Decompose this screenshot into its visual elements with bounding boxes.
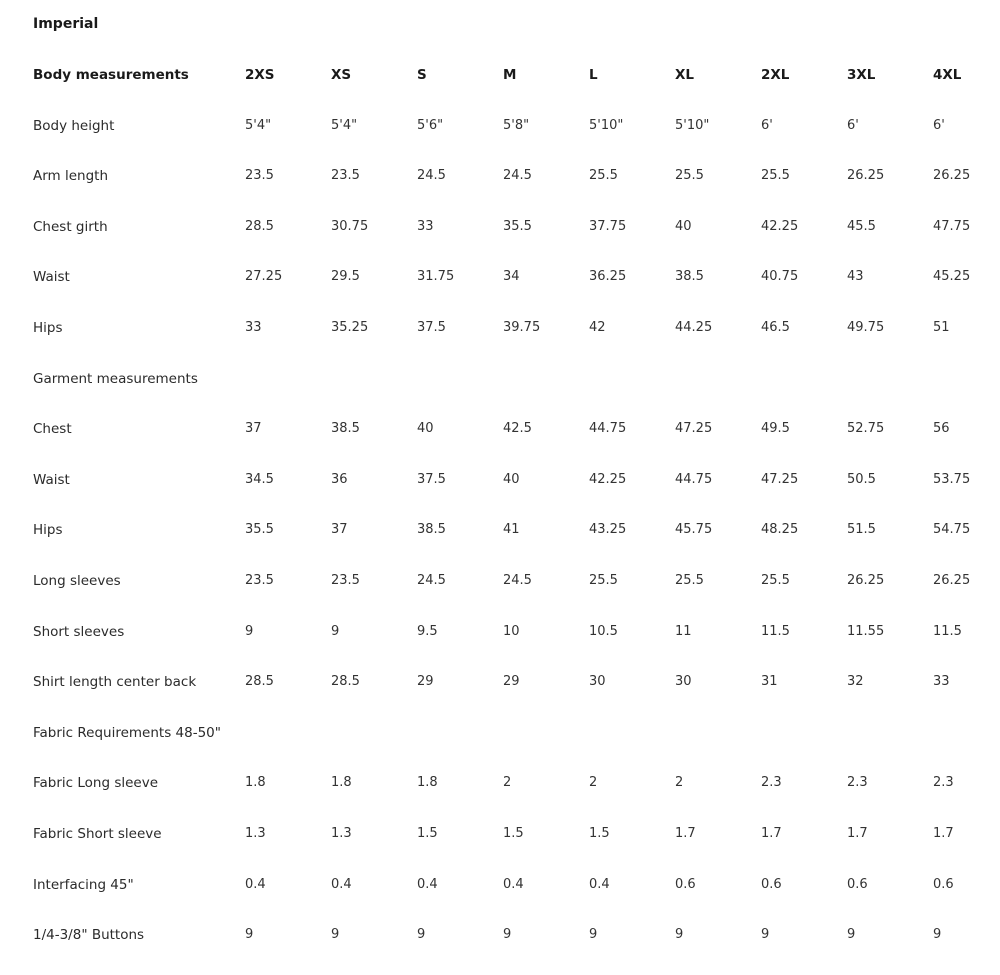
size-header: XS bbox=[331, 67, 352, 83]
row-label: Body height bbox=[33, 117, 115, 134]
size-header: 3XL bbox=[847, 67, 876, 83]
measurement-value: 40.75 bbox=[761, 269, 799, 285]
row-label: Hips bbox=[33, 319, 63, 336]
row-label: Fabric Short sleeve bbox=[33, 825, 162, 842]
table-row bbox=[33, 266, 1000, 317]
measurement-value: 10 bbox=[503, 623, 520, 639]
measurement-value: 49.75 bbox=[847, 319, 885, 335]
measurement-value: 11.55 bbox=[847, 623, 885, 639]
measurement-value: 0.4 bbox=[417, 876, 438, 892]
section-heading-row bbox=[33, 368, 1000, 419]
measurement-value: 6' bbox=[933, 117, 945, 133]
measurement-value: 41 bbox=[503, 522, 520, 538]
row-label: Long sleeves bbox=[33, 572, 121, 589]
measurement-value: 32 bbox=[847, 674, 864, 690]
measurement-value: 9 bbox=[245, 927, 254, 943]
measurement-value: 9 bbox=[331, 927, 340, 943]
row-label: Shirt length center back bbox=[33, 674, 197, 691]
measurement-value: 46.5 bbox=[761, 319, 790, 335]
measurement-value: 51.5 bbox=[847, 522, 876, 538]
row-label: Waist bbox=[33, 471, 70, 488]
measurement-value: 30 bbox=[675, 674, 692, 690]
measurement-value: 38.5 bbox=[675, 269, 704, 285]
measurement-value: 29.5 bbox=[331, 269, 360, 285]
measurement-value: 24.5 bbox=[503, 168, 532, 184]
measurement-value: 38.5 bbox=[331, 421, 360, 437]
measurement-value: 31 bbox=[761, 674, 778, 690]
measurement-value: 47.25 bbox=[675, 421, 713, 437]
measurement-value: 38.5 bbox=[417, 522, 446, 538]
header-label: Body measurements bbox=[33, 67, 189, 83]
measurement-value: 37.75 bbox=[589, 218, 627, 234]
table-row bbox=[33, 115, 1000, 166]
table-row bbox=[33, 165, 1000, 216]
measurement-value: 6' bbox=[761, 117, 773, 133]
measurement-value: 23.5 bbox=[245, 572, 274, 588]
measurement-value: 23.5 bbox=[331, 168, 360, 184]
size-header: 2XS bbox=[245, 67, 275, 83]
measurement-value: 39.75 bbox=[503, 319, 541, 335]
table-row bbox=[33, 772, 1000, 823]
table-row bbox=[33, 418, 1000, 469]
measurement-value: 29 bbox=[417, 674, 434, 690]
measurement-value: 30.75 bbox=[331, 218, 369, 234]
row-label: Waist bbox=[33, 269, 70, 286]
measurement-value: 48.25 bbox=[761, 522, 799, 538]
size-header: M bbox=[503, 67, 517, 83]
table-row bbox=[33, 823, 1000, 874]
measurement-value: 2 bbox=[589, 775, 598, 791]
measurement-value: 25.5 bbox=[761, 168, 790, 184]
measurement-value: 2 bbox=[503, 775, 512, 791]
table-row bbox=[33, 671, 1000, 722]
measurement-value: 34.5 bbox=[245, 471, 274, 487]
measurement-value: 27.25 bbox=[245, 269, 283, 285]
measurement-value: 35.5 bbox=[503, 218, 532, 234]
size-header: L bbox=[589, 67, 598, 83]
measurement-value: 52.75 bbox=[847, 421, 885, 437]
measurement-value: 24.5 bbox=[503, 572, 532, 588]
measurement-value: 9 bbox=[503, 927, 512, 943]
measurement-value: 0.4 bbox=[589, 876, 610, 892]
section-heading-row bbox=[33, 722, 1000, 773]
measurement-value: 45.75 bbox=[675, 522, 713, 538]
measurement-value: 11.5 bbox=[933, 623, 962, 639]
row-label: Chest bbox=[33, 421, 72, 438]
measurement-value: 43.25 bbox=[589, 522, 627, 538]
measurement-value: 26.25 bbox=[933, 572, 971, 588]
measurement-value: 51 bbox=[933, 319, 950, 335]
row-label: Interfacing 45" bbox=[33, 876, 134, 893]
measurement-value: 1.5 bbox=[589, 825, 610, 841]
measurement-value: 42 bbox=[589, 319, 606, 335]
measurement-value: 1.7 bbox=[761, 825, 782, 841]
row-label: Fabric Requirements 48-50" bbox=[33, 724, 221, 741]
table-body bbox=[33, 115, 1000, 975]
row-label: Hips bbox=[33, 522, 63, 539]
page-title: Imperial bbox=[33, 16, 99, 32]
row-label: Chest girth bbox=[33, 218, 108, 235]
measurement-value: 11.5 bbox=[761, 623, 790, 639]
measurement-value: 40 bbox=[675, 218, 692, 234]
measurement-value: 47.75 bbox=[933, 218, 971, 234]
measurement-value: 1.5 bbox=[503, 825, 524, 841]
measurement-value: 24.5 bbox=[417, 572, 446, 588]
measurement-value: 1.7 bbox=[933, 825, 954, 841]
measurement-value: 0.6 bbox=[675, 876, 696, 892]
measurement-value: 5'6" bbox=[417, 117, 444, 133]
measurement-value: 26.25 bbox=[847, 572, 885, 588]
measurement-value: 5'10" bbox=[589, 117, 624, 133]
measurement-value: 44.75 bbox=[675, 471, 713, 487]
measurement-value: 2.3 bbox=[847, 775, 868, 791]
measurement-value: 23.5 bbox=[245, 168, 274, 184]
measurement-value: 9.5 bbox=[417, 623, 438, 639]
measurement-value: 9 bbox=[417, 927, 426, 943]
size-header: S bbox=[417, 67, 427, 83]
measurement-value: 1.7 bbox=[847, 825, 868, 841]
measurement-value: 56 bbox=[933, 421, 950, 437]
measurement-value: 0.4 bbox=[331, 876, 352, 892]
measurement-value: 36 bbox=[331, 471, 348, 487]
measurement-value: 5'10" bbox=[675, 117, 710, 133]
measurement-value: 29 bbox=[503, 674, 520, 690]
size-header: 2XL bbox=[761, 67, 790, 83]
measurement-value: 6' bbox=[847, 117, 859, 133]
table-row bbox=[33, 519, 1000, 570]
measurement-value: 9 bbox=[761, 927, 770, 943]
row-label: Fabric Long sleeve bbox=[33, 775, 159, 792]
measurement-value: 1.3 bbox=[245, 825, 266, 841]
row-label: Short sleeves bbox=[33, 623, 125, 640]
measurement-value: 45.25 bbox=[933, 269, 971, 285]
measurement-value: 34 bbox=[503, 269, 520, 285]
measurement-value: 5'4" bbox=[245, 117, 272, 133]
size-header: XL bbox=[675, 67, 695, 83]
measurement-value: 0.6 bbox=[847, 876, 868, 892]
measurement-value: 37 bbox=[331, 522, 348, 538]
measurement-value: 42.25 bbox=[761, 218, 799, 234]
measurement-value: 31.75 bbox=[417, 269, 455, 285]
measurement-value: 2.3 bbox=[761, 775, 782, 791]
measurement-value: 42.5 bbox=[503, 421, 532, 437]
measurement-value: 50.5 bbox=[847, 471, 876, 487]
measurement-value: 24.5 bbox=[417, 168, 446, 184]
measurement-value: 35.25 bbox=[331, 319, 369, 335]
measurement-value: 2.3 bbox=[933, 775, 954, 791]
measurement-value: 33 bbox=[933, 674, 950, 690]
measurement-value: 33 bbox=[245, 319, 262, 335]
table-header-row bbox=[33, 64, 1000, 115]
measurement-value: 25.5 bbox=[589, 572, 618, 588]
measurement-value: 28.5 bbox=[331, 674, 360, 690]
table-row bbox=[33, 621, 1000, 672]
measurement-value: 9 bbox=[847, 927, 856, 943]
table-row bbox=[33, 216, 1000, 267]
measurement-value: 44.75 bbox=[589, 421, 627, 437]
measurement-value: 25.5 bbox=[675, 572, 704, 588]
measurement-value: 5'4" bbox=[331, 117, 358, 133]
measurement-value: 1.8 bbox=[417, 775, 438, 791]
measurement-value: 36.25 bbox=[589, 269, 627, 285]
row-label: Garment measurements bbox=[33, 370, 198, 387]
table-row bbox=[33, 317, 1000, 368]
table-row bbox=[33, 924, 1000, 975]
measurement-value: 0.4 bbox=[503, 876, 524, 892]
measurement-value: 2 bbox=[675, 775, 684, 791]
measurement-value: 1.8 bbox=[331, 775, 352, 791]
size-header: 4XL bbox=[933, 67, 962, 83]
row-label: 1/4-3/8" Buttons bbox=[33, 927, 145, 944]
measurement-value: 43 bbox=[847, 269, 864, 285]
measurement-value: 9 bbox=[589, 927, 598, 943]
measurement-value: 37 bbox=[245, 421, 262, 437]
measurement-value: 5'8" bbox=[503, 117, 530, 133]
table-row bbox=[33, 469, 1000, 520]
measurement-value: 45.5 bbox=[847, 218, 876, 234]
measurement-value: 0.6 bbox=[933, 876, 954, 892]
measurement-value: 44.25 bbox=[675, 319, 713, 335]
measurement-value: 33 bbox=[417, 218, 434, 234]
measurement-value: 10.5 bbox=[589, 623, 618, 639]
measurement-value: 0.6 bbox=[761, 876, 782, 892]
measurement-value: 35.5 bbox=[245, 522, 274, 538]
measurement-value: 1.7 bbox=[675, 825, 696, 841]
measurement-value: 25.5 bbox=[675, 168, 704, 184]
row-label: Arm length bbox=[33, 168, 109, 185]
measurement-value: 1.5 bbox=[417, 825, 438, 841]
measurement-value: 54.75 bbox=[933, 522, 971, 538]
measurement-value: 9 bbox=[675, 927, 684, 943]
measurement-value: 1.3 bbox=[331, 825, 352, 841]
table-row bbox=[33, 570, 1000, 621]
measurement-value: 42.25 bbox=[589, 471, 627, 487]
measurement-value: 9 bbox=[331, 623, 340, 639]
measurement-value: 40 bbox=[417, 421, 434, 437]
measurement-value: 28.5 bbox=[245, 674, 274, 690]
measurement-value: 37.5 bbox=[417, 319, 446, 335]
measurement-value: 40 bbox=[503, 471, 520, 487]
measurement-value: 25.5 bbox=[761, 572, 790, 588]
measurement-value: 37.5 bbox=[417, 471, 446, 487]
measurement-value: 47.25 bbox=[761, 471, 799, 487]
measurement-value: 53.75 bbox=[933, 471, 971, 487]
measurement-value: 23.5 bbox=[331, 572, 360, 588]
measurement-value: 9 bbox=[245, 623, 254, 639]
measurement-value: 25.5 bbox=[589, 168, 618, 184]
measurement-value: 30 bbox=[589, 674, 606, 690]
size-table bbox=[33, 64, 1000, 975]
table-row bbox=[33, 874, 1000, 925]
measurement-value: 26.25 bbox=[847, 168, 885, 184]
measurement-value: 28.5 bbox=[245, 218, 274, 234]
measurement-value: 0.4 bbox=[245, 876, 266, 892]
measurement-value: 9 bbox=[933, 927, 942, 943]
measurement-value: 49.5 bbox=[761, 421, 790, 437]
measurement-value: 26.25 bbox=[933, 168, 971, 184]
measurement-value: 1.8 bbox=[245, 775, 266, 791]
measurement-value: 11 bbox=[675, 623, 692, 639]
